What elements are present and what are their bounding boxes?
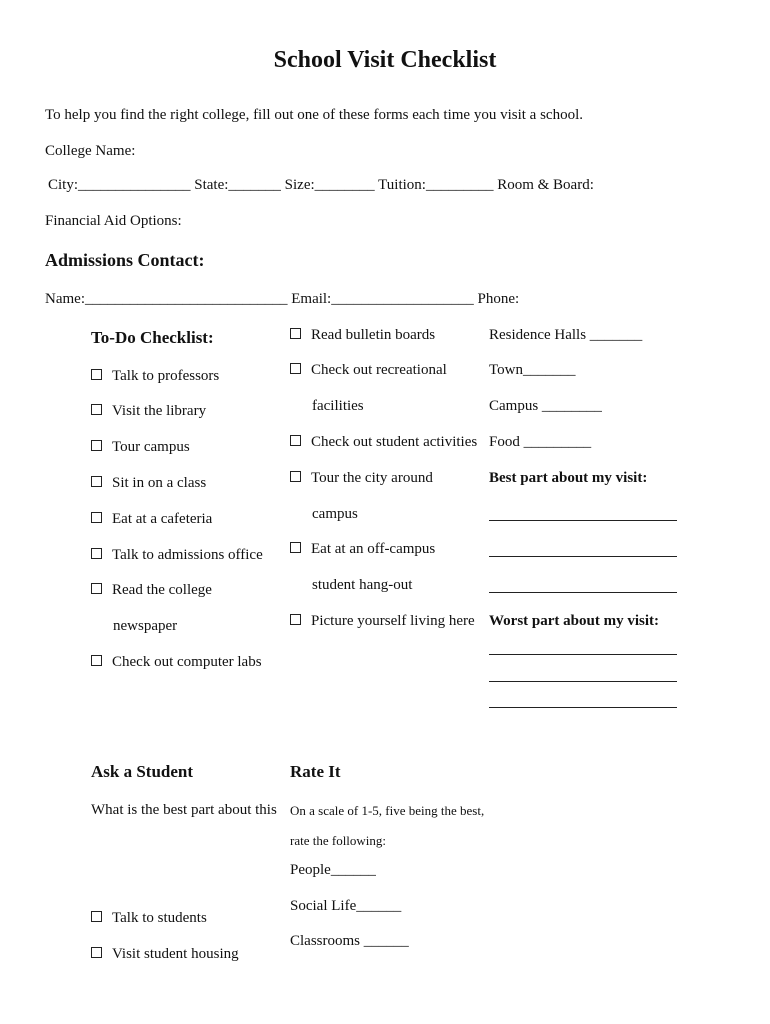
- checkbox[interactable]: [290, 542, 301, 553]
- college-name-field[interactable]: College Name:: [45, 143, 136, 159]
- best-part-line[interactable]: [489, 520, 677, 521]
- financial-aid-field[interactable]: Financial Aid Options:: [45, 213, 182, 229]
- checkbox[interactable]: [290, 471, 301, 482]
- ask-student-heading: Ask a Student: [91, 762, 194, 781]
- rate-it-heading: Rate It: [290, 762, 341, 781]
- rating-food[interactable]: Food _________: [489, 434, 592, 450]
- todo-heading: To-Do Checklist:: [91, 328, 214, 347]
- checklist-item[interactable]: Check out student activities: [290, 434, 477, 451]
- rating-residence-halls[interactable]: Residence Halls _______: [489, 327, 643, 343]
- checklist-item[interactable]: Picture yourself living here: [290, 613, 475, 630]
- checkbox[interactable]: [290, 328, 301, 339]
- checkbox[interactable]: [91, 947, 102, 958]
- checkbox[interactable]: [290, 363, 301, 374]
- checkbox[interactable]: [91, 583, 102, 594]
- checklist-item-continued: campus: [312, 506, 358, 522]
- checkbox[interactable]: [91, 655, 102, 666]
- admissions-heading: Admissions Contact:: [45, 250, 205, 270]
- checkbox[interactable]: [91, 911, 102, 922]
- admissions-contact-fields[interactable]: Name:___________________________ Email:___________________ Phone:: [45, 291, 520, 307]
- intro-text: To help you find the right college, fill out one of these forms each time you visit a school.: [45, 107, 583, 123]
- checklist-item[interactable]: Eat at an off-campus: [290, 541, 435, 558]
- checklist-item-continued: facilities: [312, 398, 364, 414]
- rate-people[interactable]: People______: [290, 862, 376, 878]
- checkbox[interactable]: [290, 435, 301, 446]
- location-cost-fields[interactable]: City:_______________ State:_______ Size:________ Tuition:_________ Room & Board:: [48, 177, 594, 193]
- checkbox[interactable]: [91, 512, 102, 523]
- checklist-item[interactable]: Check out computer labs: [91, 654, 262, 671]
- checkbox[interactable]: [91, 476, 102, 487]
- rate-classrooms[interactable]: Classrooms ______: [290, 933, 409, 949]
- checklist-item[interactable]: Eat at a cafeteria: [91, 511, 212, 528]
- checklist-item[interactable]: Tour campus: [91, 439, 190, 456]
- checkbox[interactable]: [91, 369, 102, 380]
- checkbox[interactable]: [290, 614, 301, 625]
- best-part-line[interactable]: [489, 556, 677, 557]
- checkbox[interactable]: [91, 548, 102, 559]
- checklist-item[interactable]: Read the college: [91, 582, 212, 599]
- best-part-line[interactable]: [489, 592, 677, 593]
- checklist-item-continued: newspaper: [113, 618, 178, 634]
- checklist-item[interactable]: Visit student housing: [91, 946, 239, 963]
- ask-student-question: What is the best part about this: [91, 802, 277, 818]
- rating-campus[interactable]: Campus ________: [489, 398, 602, 414]
- rate-instructions: rate the following:: [290, 833, 387, 848]
- checklist-item[interactable]: Talk to professors: [91, 368, 219, 385]
- worst-part-line[interactable]: [489, 707, 677, 708]
- checklist-item[interactable]: Sit in on a class: [91, 475, 206, 492]
- rate-instructions: On a scale of 1-5, five being the best,: [290, 803, 485, 818]
- checklist-item[interactable]: Read bulletin boards: [290, 327, 435, 344]
- rate-social-life[interactable]: Social Life______: [290, 898, 402, 914]
- checklist-item-continued: student hang-out: [312, 577, 413, 593]
- worst-part-heading: Worst part about my visit:: [489, 613, 659, 629]
- checkbox[interactable]: [91, 440, 102, 451]
- checklist-item[interactable]: Visit the library: [91, 403, 206, 420]
- checklist-item[interactable]: Check out recreational: [290, 362, 447, 379]
- checkbox[interactable]: [91, 404, 102, 415]
- checklist-item[interactable]: Talk to admissions office: [91, 547, 263, 564]
- best-part-heading: Best part about my visit:: [489, 470, 648, 486]
- rating-town[interactable]: Town_______: [489, 362, 576, 378]
- worst-part-line[interactable]: [489, 681, 677, 682]
- checklist-item[interactable]: Tour the city around: [290, 470, 433, 487]
- checklist-item[interactable]: Talk to students: [91, 910, 207, 927]
- worst-part-line[interactable]: [489, 654, 677, 655]
- page-title: School Visit Checklist: [273, 47, 497, 73]
